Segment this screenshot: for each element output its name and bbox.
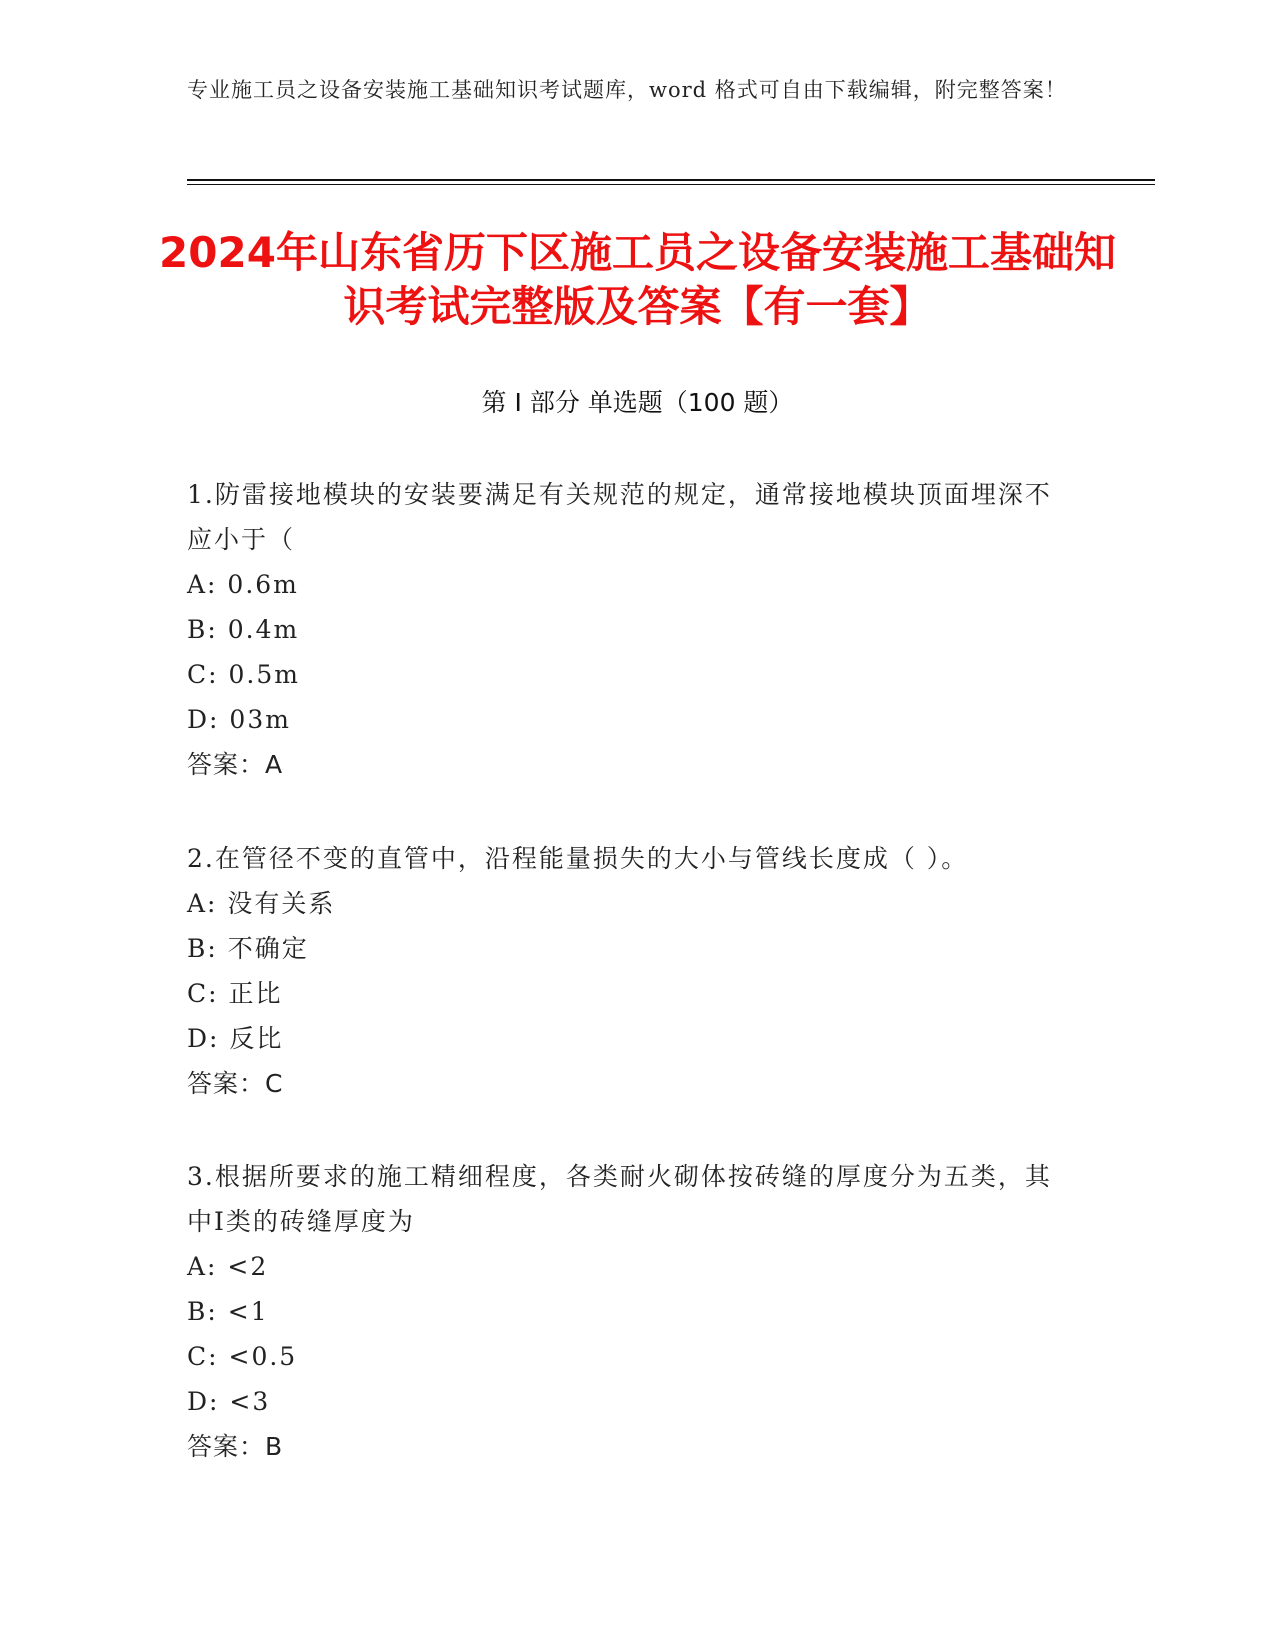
header-note: 专业施工员之设备安装施工基础知识考试题库，word 格式可自由下载编辑，附完整答案！ xyxy=(187,78,1067,102)
question-stem: 1.防雷接地模块的安装要满足有关规范的规定，通常接地模块顶面埋深不应小于（ xyxy=(187,480,1052,554)
answer: 答案：A xyxy=(187,750,284,779)
answer: 答案：C xyxy=(187,1069,284,1098)
option-a: A: 0.6m xyxy=(187,570,299,599)
question-stem: 3.根据所要求的施工精细程度，各类耐火砌体按砖缝的厚度分为五类，其中Ⅰ类的砖缝厚度为 xyxy=(187,1162,1052,1236)
option-c: C: 0.5m xyxy=(187,660,300,689)
question-stem: 2.在管径不变的直管中，沿程能量损失的大小与管线长度成（ ）。 xyxy=(187,844,969,873)
option-a: A: <2 xyxy=(187,1252,269,1281)
option-c: C: <0.5 xyxy=(187,1342,298,1371)
question-3 xyxy=(187,1154,1067,1469)
option-c: C: 正比 xyxy=(187,979,283,1008)
option-d: D: 03m xyxy=(187,705,291,734)
question-1 xyxy=(187,472,1067,787)
option-d: D: 反比 xyxy=(187,1024,284,1053)
question-2 xyxy=(187,836,1067,1106)
option-d: D: <3 xyxy=(187,1387,271,1416)
option-b: B: 不确定 xyxy=(187,934,309,963)
option-b: B: <1 xyxy=(187,1297,269,1326)
answer: 答案：B xyxy=(187,1432,284,1461)
option-a: A: 没有关系 xyxy=(187,889,336,918)
header-divider-thick xyxy=(187,179,1155,181)
section-title: 第 I 部分 单选题（100 题） xyxy=(481,388,794,417)
document-title: 2024年山东省历下区施工员之设备安装施工基础知识考试完整版及答案【有一套】 xyxy=(159,228,1116,331)
option-b: B: 0.4m xyxy=(187,615,300,644)
header-divider-thin xyxy=(187,184,1155,185)
